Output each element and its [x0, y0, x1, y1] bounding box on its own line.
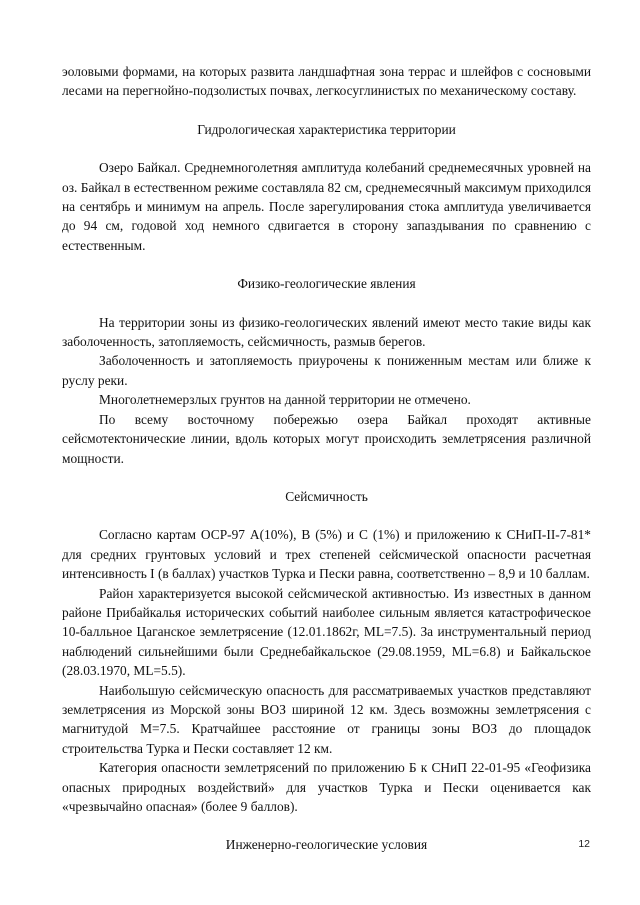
page-number: 12 — [578, 838, 590, 850]
heading-physical-geology: Физико-геологические явления — [237, 276, 416, 292]
paragraph-phenomena: На территории зоны из физико-геологических явлений имеют место такие виды как заболоченность, затопляемость, сейсмичность, размыв берегов. — [62, 314, 591, 350]
paragraph-seismotectonic: По всему восточному побережью озера Байкал проходят активные сейсмотектонические линии, вдоль которых могут происходить землетрясения различной мощности. — [62, 411, 591, 466]
heading-seismicity: Сейсмичность — [285, 488, 368, 504]
paragraph-lake-baikal: Озеро Байкал. Среднемноголетняя амплитуда колебаний среднемесячных уровней на оз. Байкал в естественном режиме составляла 82 см, среднемесячный максимум приходился на сентябрь и минимум на апрель. После зарегулирования стока амплитуда увеличивается до 94 см, годовой ход немного сдвигается в сторону запаздывания по сравнению с естественным. — [62, 160, 591, 253]
paragraph-seismic-maps: Согласно картам ОСР-97 А(10%), В (5%) и С (1%) и приложению к СНиП-II-7-81* для средних грунтовых условий и трех степеней сейсмической опасности расчетная интенсивность I (в баллах) участков Турка и Пески равна, соответственно – 8,9 и 10 баллам. — [62, 527, 591, 582]
heading-hydrology: Гидрологическая характеристика территории — [197, 121, 456, 137]
paragraph-hazard-category: Категория опасности землетрясений по приложению Б к СНиП 22-01-95 «Геофизика опасных природных воздействий» для участков Турка и Пески оценивается как «чрезвычайно опасная» (более 9 баллов). — [62, 760, 591, 814]
document-page — [62, 62, 591, 855]
heading-engineering-geology: Инженерно-геологические условия — [225, 837, 428, 853]
paragraph-waterlogging: Заболоченность и затопляемость приурочены к пониженным местам или ближе к руслу реки. — [62, 353, 591, 388]
paragraph-seismic-hazard: Наибольшую сейсмическую опасность для рассматриваемых участков представляют землетрясения из Морской зоны ВОЗ шириной 12 км. Здесь возможны землетрясения с магнитудой M=7.5. Кратчайшее расстояние от границы зоны ВОЗ до площадок строительства Турка и Пески составляет 12 км. — [62, 682, 591, 756]
paragraph-intro: эоловыми формами, на которых развита ландшафтная зона террас и шлейфов с сосновыми лесами на перегнойно-подзолистых почвах, легкосуглинистых по механическому составу. — [62, 64, 591, 99]
paragraph-seismic-activity: Район характеризуется высокой сейсмической активностью. Из известных в данном районе Прибайкалья исторических событий наиболее сильным является катастрофическое 10-балльное Цаганское землетрясение (12.01.1862г, ML=7.5). За инструментальный период наблюдений сильнейшими были Среднебайкальское (29.08.1959, ML=6.8) и Байкальское (28.03.1970, ML=5.5). — [62, 585, 591, 679]
paragraph-permafrost: Многолетнемерзлых грунтов на данной территории не отмечено. — [99, 392, 471, 408]
